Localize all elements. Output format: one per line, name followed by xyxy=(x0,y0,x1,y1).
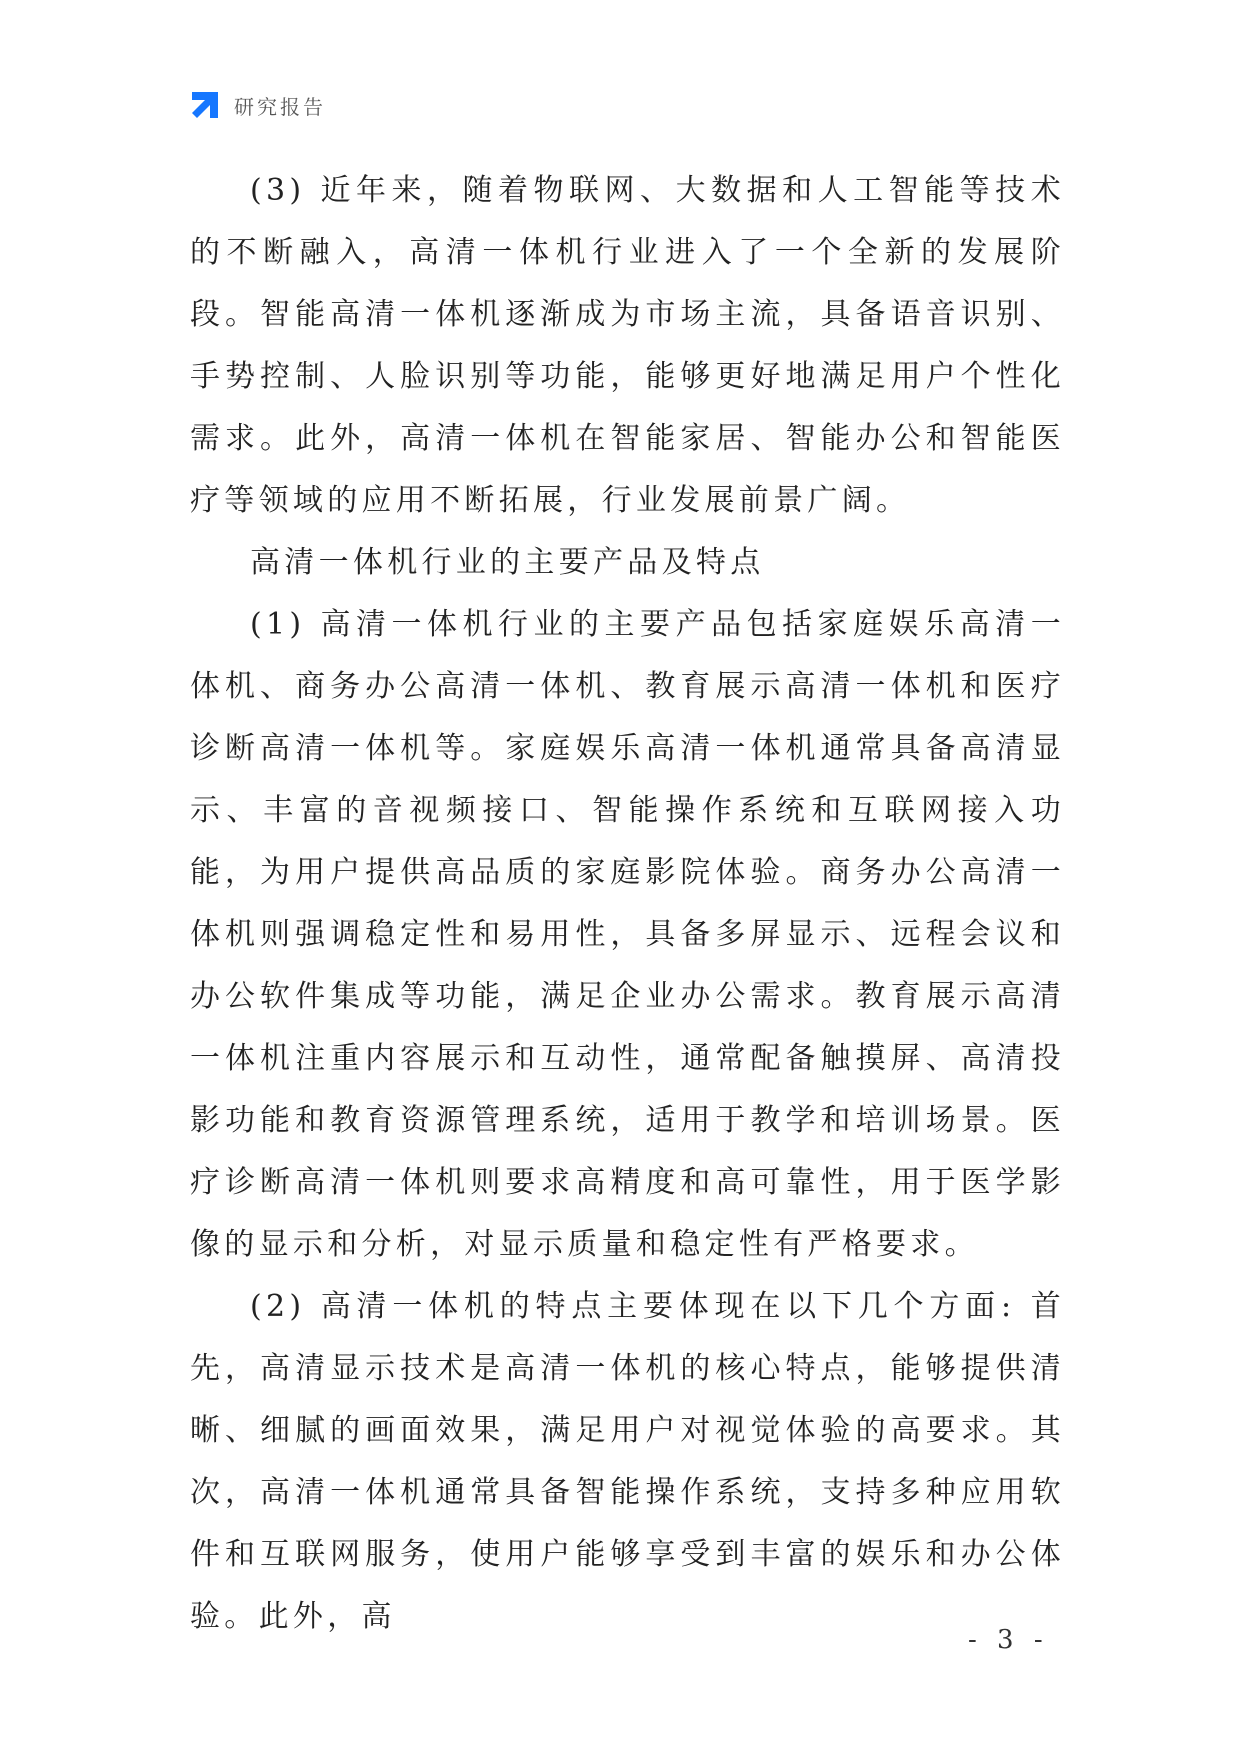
header-title: 研究报告 xyxy=(234,94,326,119)
paragraph-main-products: (1) 高清一体机行业的主要产品包括家庭娱乐高清一体机、商务办公高清一体机、教育展示高清一体机和医疗诊断高清一体机等。家庭娱乐高清一体机通常具备高清显示、丰富的音视频接口、智能操作系统和互联网接入功能，为用户提供高品质的家庭影院体验。商务办公高清一体机则强调稳定性和易用性，具备多屏显示、远程会议和办公软件集成等功能，满足企业办公需求。教育展示高清一体机注重内容展示和互动性，通常配备触摸屏、高清投影功能和教育资源管理系统，适用于教学和培训场景。医疗诊断高清一体机则要求高精度和高可靠性，用于医学影像的显示和分析，对显示质量和稳定性有严格要求。 xyxy=(190,607,1065,1262)
page-number: - 3 - xyxy=(968,1625,1049,1655)
report-logo-icon xyxy=(188,88,222,122)
paragraph-features: (2) 高清一体机的特点主要体现在以下几个方面: 首先，高清显示技术是高清一体机的核心特点，能够提供清晰、细腻的画面效果，满足用户对视觉体验的高要求。其次，高清一体机通常具备智能操作系统，支持多种应用软件和互联网服务，使用户能够享受到丰富的娱乐和办公体验。此外，高 xyxy=(190,1289,1065,1634)
paragraph-development-stage: (3) 近年来，随着物联网、大数据和人工智能等技术的不断融入，高清一体机行业进入了一个全新的发展阶段。智能高清一体机逐渐成为市场主流，具备语音识别、手势控制、人脸识别等功能，能够更好地满足用户个性化需求。此外，高清一体机在智能家居、智能办公和智能医疗等领域的应用不断拓展，行业发展前景广阔。 xyxy=(190,173,1065,518)
document-body xyxy=(190,160,1065,1648)
page-header xyxy=(188,88,326,122)
section-heading-products: 高清一体机行业的主要产品及特点 xyxy=(250,545,765,580)
